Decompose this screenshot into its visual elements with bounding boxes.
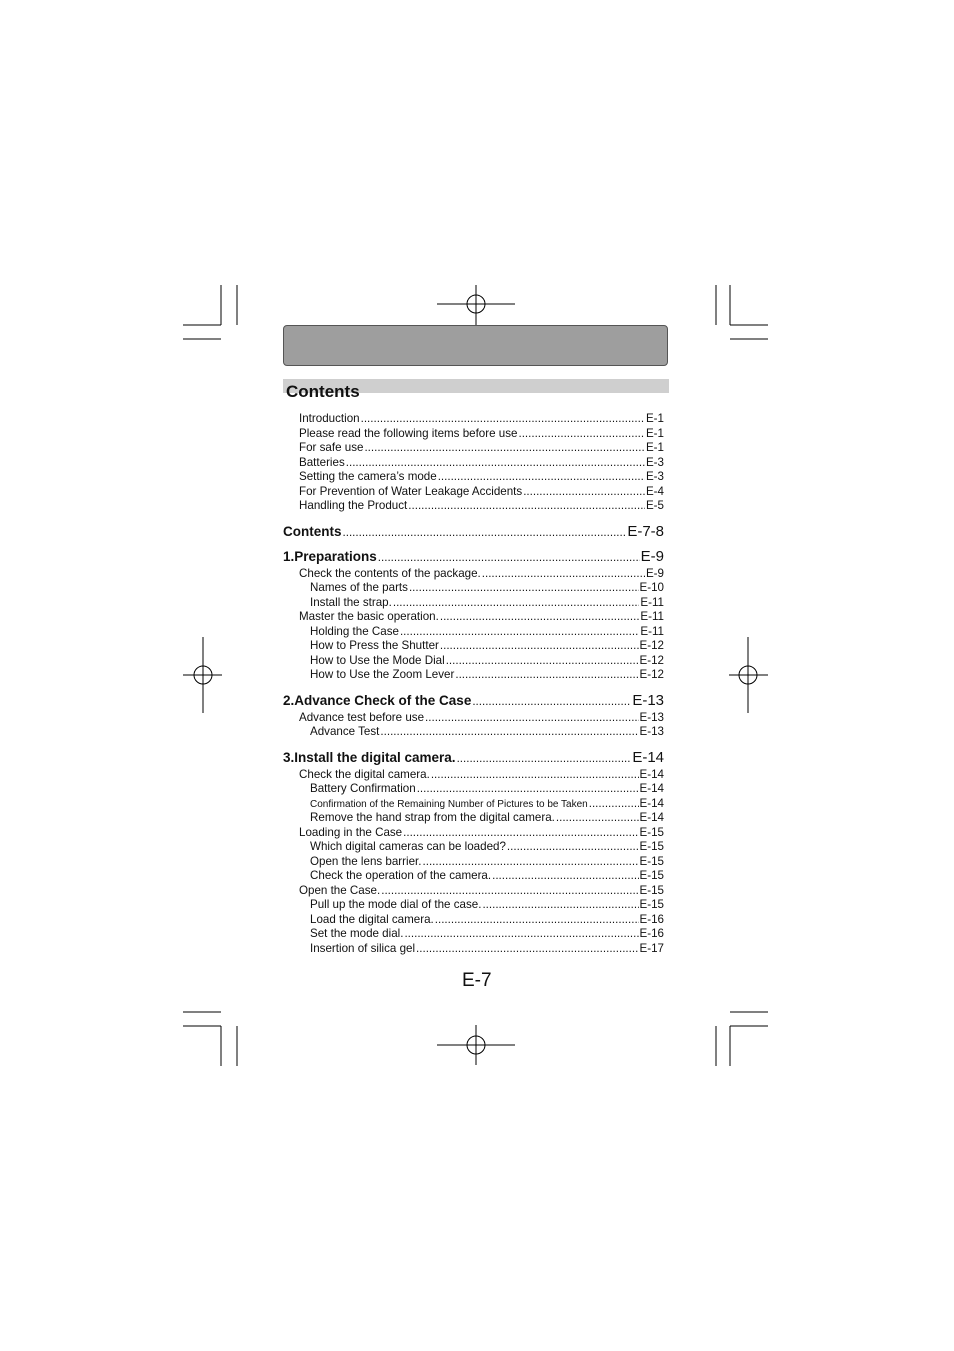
toc-entry[interactable] <box>283 485 664 500</box>
toc-entry-title: For Prevention of Water Leakage Accidents <box>299 484 523 498</box>
toc-entry-page: E-5 <box>645 499 664 512</box>
dot-leader <box>400 625 639 640</box>
toc-entry-page: E-15 <box>639 854 664 868</box>
toc-entry-title: Confirmation of the Remaining Number of Pictures to be Taken <box>310 798 588 810</box>
dot-leader <box>482 567 645 582</box>
toc-entry-page: E-3 <box>645 470 664 483</box>
toc-entry-title: Open the Case. <box>299 883 381 897</box>
toc-entry[interactable] <box>283 456 664 471</box>
toc-entry[interactable] <box>283 581 664 596</box>
toc-entry[interactable] <box>283 782 664 797</box>
toc-entry-page: E-14 <box>639 782 664 795</box>
toc-entry-page: E-13 <box>639 710 664 724</box>
dot-leader <box>404 927 638 942</box>
toc-entry-title: Holding the Case <box>310 624 399 638</box>
toc-entry-page: E-14 <box>632 748 664 766</box>
dot-leader <box>408 499 645 514</box>
toc-entry[interactable] <box>283 427 664 442</box>
toc-entry-title: How to Use the Mode Dial <box>310 653 445 667</box>
chapter-header-bar <box>283 325 668 366</box>
toc-entry-title: Advance test before use <box>299 710 425 724</box>
toc-entry[interactable] <box>283 668 664 683</box>
toc-entry[interactable] <box>283 470 664 485</box>
toc-entry-page: E-14 <box>639 796 664 810</box>
dot-leader <box>380 725 638 740</box>
toc-entry[interactable] <box>283 610 664 625</box>
dot-leader <box>492 869 638 884</box>
toc-entry[interactable] <box>283 711 664 726</box>
toc-entry-page: E-16 <box>639 927 664 940</box>
spacer <box>283 514 664 522</box>
page-title: Contents <box>286 382 360 401</box>
toc-entry[interactable] <box>283 547 664 567</box>
toc-entry-title: Handling the Product <box>299 499 408 512</box>
toc-entry-page: E-15 <box>639 898 664 911</box>
toc-entry[interactable] <box>283 441 664 456</box>
toc-entry-title: 2.Advance Check of the Case <box>283 692 472 708</box>
toc-entry-page: E-10 <box>639 581 664 594</box>
toc-entry-page: E-11 <box>640 595 664 609</box>
dot-leader <box>556 811 639 826</box>
dot-leader <box>378 548 640 568</box>
toc-entry-title: Advance Test <box>310 725 380 738</box>
spacer <box>283 740 664 748</box>
toc-entry-page: E-14 <box>639 811 664 824</box>
toc-entry-title: Batteries <box>299 455 345 469</box>
toc-entry-title: Install the strap. <box>310 595 392 609</box>
toc-entry-page: E-11 <box>640 610 664 623</box>
toc-entry-page: E-1 <box>645 426 664 440</box>
toc-entry[interactable] <box>283 654 664 669</box>
toc-entry-title: How to Use the Zoom Lever <box>310 668 455 681</box>
dot-leader <box>435 913 639 928</box>
dot-leader <box>381 884 638 899</box>
toc-entry[interactable] <box>283 826 664 841</box>
dot-leader <box>364 441 645 456</box>
toc-entry-title: Check the contents of the package. <box>299 566 481 580</box>
toc-entry[interactable] <box>283 596 664 611</box>
toc-entry-title: Master the basic operation. <box>299 610 439 623</box>
toc-entry-title: For safe use <box>299 441 364 454</box>
toc-entry[interactable] <box>283 522 664 542</box>
toc-entry[interactable] <box>283 942 664 957</box>
toc-entry[interactable] <box>283 412 664 427</box>
dot-leader <box>346 456 645 471</box>
dot-leader <box>438 470 645 485</box>
toc-entry-page: E-9 <box>645 566 664 580</box>
dot-leader <box>440 610 640 625</box>
dot-leader <box>431 768 639 783</box>
toc-entry-title: Loading in the Case <box>299 825 403 839</box>
toc-entry[interactable] <box>283 725 664 740</box>
toc-entry[interactable] <box>283 927 664 942</box>
dot-leader <box>440 639 639 654</box>
dot-leader <box>446 654 639 669</box>
toc-entry[interactable] <box>283 499 664 514</box>
toc-entry[interactable] <box>283 840 664 855</box>
toc-entry-title: Set the mode dial. <box>310 927 404 940</box>
toc-entry-page: E-13 <box>632 691 664 709</box>
toc-entry-page: E-17 <box>639 941 664 955</box>
toc-entry-page: E-12 <box>639 639 664 652</box>
toc-entry[interactable] <box>283 625 664 640</box>
toc-entry-title: Introduction <box>299 412 360 425</box>
toc-entry[interactable] <box>283 691 664 711</box>
toc-entry-title: Which digital cameras can be loaded? <box>310 840 506 853</box>
toc-entry[interactable] <box>283 884 664 899</box>
dot-leader <box>343 523 627 543</box>
dot-leader <box>409 581 639 596</box>
dot-leader <box>423 855 639 870</box>
toc-entry-title: Remove the hand strap from the digital camera. <box>310 811 555 824</box>
table-of-contents <box>283 412 664 956</box>
toc-entry-page: E-16 <box>639 912 664 926</box>
toc-entry-title: Insertion of silica gel <box>310 941 416 955</box>
toc-entry-title: 3.Install the digital camera. <box>283 749 456 765</box>
toc-entry-page: E-9 <box>640 547 664 565</box>
toc-entry-title: Please read the following items before use <box>299 426 518 440</box>
toc-entry-page: E-4 <box>645 484 664 498</box>
toc-entry[interactable] <box>283 797 664 812</box>
toc-entry-title: Names of the parts <box>310 581 408 594</box>
dot-leader <box>417 782 639 797</box>
dot-leader <box>507 840 639 855</box>
dot-leader <box>361 412 645 427</box>
dot-leader <box>457 749 632 769</box>
toc-entry-page: E-15 <box>639 825 664 839</box>
toc-entry-page: E-3 <box>645 455 664 469</box>
toc-entry[interactable] <box>283 898 664 913</box>
toc-entry-page: E-15 <box>639 883 664 897</box>
toc-entry-page: E-15 <box>639 869 664 882</box>
toc-entry-title: 1.Preparations <box>283 548 377 564</box>
toc-entry-title: How to Press the Shutter <box>310 639 439 652</box>
toc-entry-title: Check the digital camera. <box>299 767 430 781</box>
toc-entry-title: Load the digital camera. <box>310 912 434 926</box>
page-number: E-7 <box>462 970 492 991</box>
dot-leader <box>455 668 638 683</box>
toc-entry-title: Check the operation of the camera. <box>310 869 492 882</box>
toc-entry[interactable] <box>283 768 664 783</box>
toc-entry-title: Battery Confirmation <box>310 782 416 795</box>
toc-entry-page: E-14 <box>639 767 664 781</box>
dot-leader <box>393 596 640 611</box>
toc-entry-page: E-12 <box>639 668 664 681</box>
dot-leader <box>589 797 639 812</box>
toc-entry-page: E-7-8 <box>627 522 664 540</box>
toc-entry-title: Contents <box>283 523 342 539</box>
toc-entry-title: Open the lens barrier. <box>310 854 422 868</box>
toc-entry[interactable] <box>283 869 664 884</box>
toc-entry[interactable] <box>283 855 664 870</box>
toc-entry-title: Setting the camera’s mode <box>299 470 437 483</box>
dot-leader <box>425 711 638 726</box>
toc-entry[interactable] <box>283 639 664 654</box>
dot-leader <box>403 826 638 841</box>
spacer <box>283 683 664 691</box>
toc-entry-title: Pull up the mode dial of the case. <box>310 898 482 911</box>
toc-entry[interactable] <box>283 811 664 826</box>
toc-entry-page: E-15 <box>639 840 664 853</box>
toc-entry-page: E-13 <box>639 725 664 738</box>
toc-entry-page: E-12 <box>639 653 664 667</box>
toc-entry-page: E-1 <box>645 412 664 425</box>
dot-leader <box>518 427 644 442</box>
toc-entry-page: E-11 <box>640 624 664 638</box>
toc-entry-page: E-1 <box>645 441 664 454</box>
dot-leader <box>472 692 631 712</box>
dot-leader <box>482 898 638 913</box>
toc-entry[interactable] <box>283 748 664 768</box>
dot-leader <box>416 942 638 957</box>
dot-leader <box>523 485 645 500</box>
toc-entry[interactable] <box>283 567 664 582</box>
toc-entry[interactable] <box>283 913 664 928</box>
